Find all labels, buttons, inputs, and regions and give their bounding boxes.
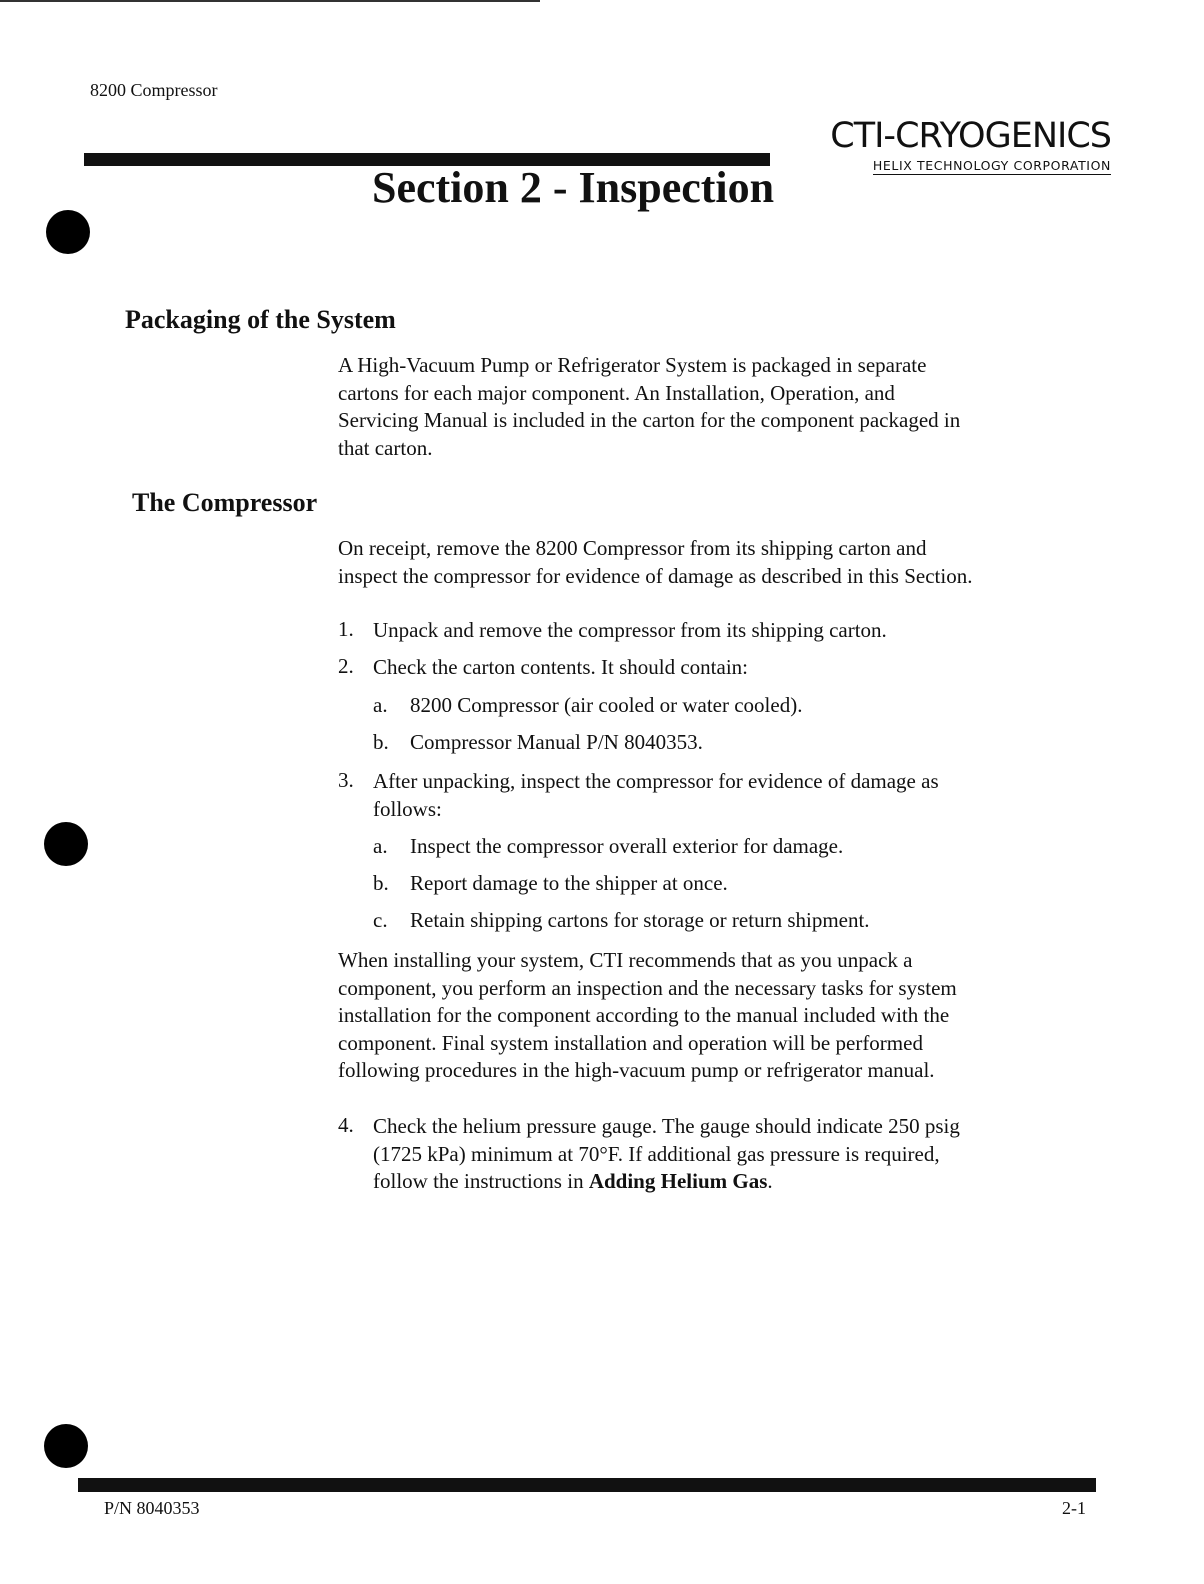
text-line: Servicing Manual is included in the carton for the component packaged in [338,408,961,432]
punch-hole [44,822,88,866]
step-number: 1. [338,617,354,641]
section-title: Section 2 - Inspection [372,163,775,212]
footer-rule [78,1478,1096,1492]
step-text: Unpack and remove the compressor from its shipping carton. [373,618,887,642]
step-text [373,768,1053,823]
heading-compressor: The Compressor [132,488,318,517]
substep-letter: a. [373,834,388,858]
text-line: Check the helium pressure gauge. The gauge should indicate 250 psig [373,1114,960,1138]
text-line: component. Final system installation and operation will be performed [338,1030,923,1055]
text-line: (1725 kPa) minimum at 70°F. If additional gas pressure is required, [373,1141,940,1166]
running-header: 8200 Compressor [90,80,218,100]
company-logo: CTI-CRYOGENICS [830,116,1111,156]
substep-letter: a. [373,693,388,717]
text-line: that carton. [338,435,433,460]
text-line: component, you perform an inspection and the necessary tasks for system [338,975,957,1000]
text-fragment: . [767,1169,773,1193]
text-line: A High-Vacuum Pump or Refrigerator System is packaged in separate [338,353,927,377]
footer-page-number: 2-1 [1062,1498,1086,1518]
text-line: On receipt, remove the 8200 Compressor from its shipping carton and [338,536,927,560]
footer-part-number: P/N 8040353 [104,1498,200,1518]
text-line: following procedures in the high-vacuum pump or refrigerator manual. [338,1058,935,1082]
text-fragment: follow the instructions in [373,1169,584,1193]
substep-letter: c. [373,908,388,932]
text-line: installation for the component according to the manual included with the [338,1003,950,1027]
punch-hole [46,210,90,254]
step-number: 2. [338,654,354,678]
text-line: When installing your system, CTI recommends that as you unpack a [338,948,913,972]
scan-artifact-line [0,0,540,2]
punch-hole [44,1424,88,1468]
text-line: follows: [373,796,442,821]
company-tagline: HELIX TECHNOLOGY CORPORATION [872,158,1111,173]
text-line: cartons for each major component. An Installation, Operation, and [338,380,895,405]
substep-letter: b. [373,730,389,754]
cross-reference: Adding Helium Gas [588,1169,768,1193]
text-line: inspect the compressor for evidence of damage as described in this Section. [338,563,973,588]
heading-packaging: Packaging of the System [125,305,396,334]
substep-text: Retain shipping cartons for storage or return shipment. [410,908,870,932]
step-number: 4. [338,1113,354,1137]
receipt-paragraph [338,535,1068,590]
substep-text: Report damage to the shipper at once. [410,871,728,895]
installation-paragraph [338,947,1068,1085]
substep-text: 8200 Compressor (air cooled or water cooled). [410,693,803,717]
packaging-paragraph [338,352,1068,462]
step-text [373,1113,1053,1196]
step-number: 3. [338,768,354,792]
substep-text: Compressor Manual P/N 8040353. [410,730,703,754]
text-line: After unpacking, inspect the compressor for evidence of damage as [373,769,939,793]
substep-letter: b. [373,871,389,895]
step-text: Check the carton contents. It should contain: [373,655,748,679]
text-line [373,1168,1053,1196]
substep-text: Inspect the compressor overall exterior for damage. [410,834,844,858]
